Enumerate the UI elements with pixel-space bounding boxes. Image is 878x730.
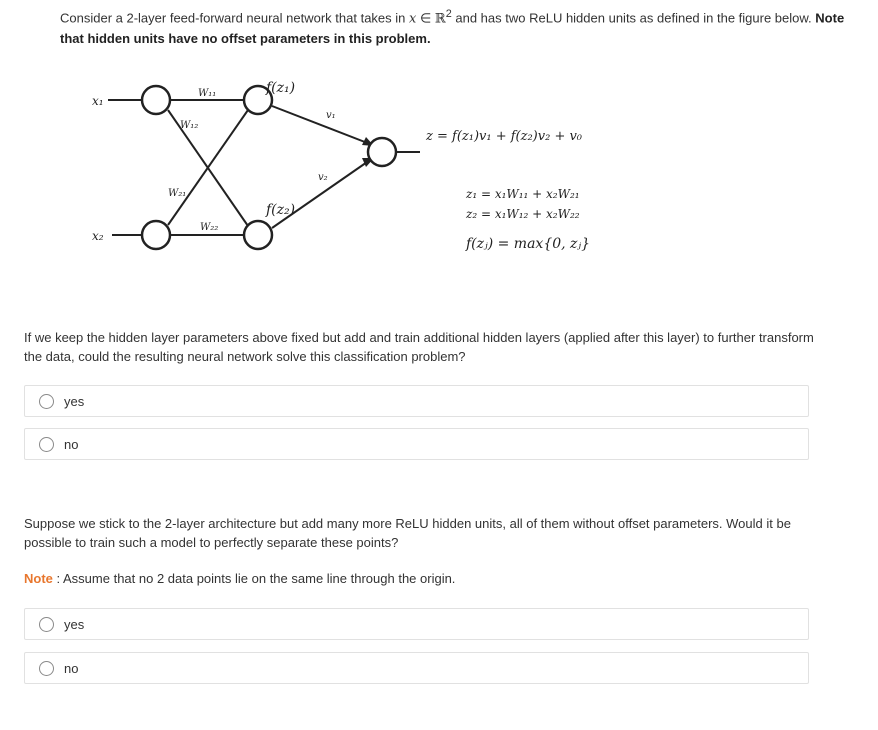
question-1-text: If we keep the hidden layer parameters above fixed but add and train additional hidden layers (applied after this layer) to further transform the data, could the resulting neural network solve this classification problem?: [24, 330, 814, 364]
intro-bold-note: Note that hidden units have no offset parameters in this problem.: [60, 10, 845, 47]
note-text: : Assume that no 2 data points lie on the same line through the origin.: [52, 571, 456, 586]
node-input-1: [142, 86, 170, 114]
math-reals: ℝ: [434, 11, 446, 27]
label-fz2: f(z₂): [266, 202, 296, 218]
question-2-text: Suppose we stick to the 2-layer architecture but add many more ReLU hidden units, all of them without offset parameters. Would it be possible to train such a model to perfectly separate these points?: [24, 516, 791, 550]
option-label: yes: [64, 393, 85, 409]
problem-intro: [60, 4, 850, 49]
network-diagram: [80, 68, 640, 268]
math-element-of: ∈: [416, 10, 435, 26]
q1-option-yes[interactable]: [24, 385, 809, 417]
label-w21: W₂₁: [168, 188, 187, 199]
equation-relu: f(zⱼ) = max{0, zⱼ}: [466, 236, 591, 252]
equation-z2: z₂ = x₁W₁₂ + x₂W₂₂: [466, 207, 580, 221]
equation-z1: z₁ = x₁W₁₁ + x₂W₂₁: [466, 187, 580, 201]
label-fz1: f(z₁): [266, 80, 296, 96]
node-hidden-2: [244, 221, 272, 249]
intro-text-end: and has two ReLU hidden units as defined in the figure below.: [451, 10, 816, 26]
option-label: no: [64, 436, 79, 452]
label-v1: v₁: [326, 110, 336, 121]
edge-v1: [272, 106, 370, 144]
intro-text-start: Consider a 2-layer feed-forward neural network that takes in: [60, 10, 410, 26]
option-label: yes: [64, 616, 85, 632]
label-x1: x₁: [92, 94, 104, 108]
option-label: no: [64, 660, 79, 676]
radio-button-icon[interactable]: [39, 617, 54, 632]
label-w11: W₁₁: [198, 88, 217, 99]
radio-button-icon[interactable]: [39, 661, 54, 676]
label-w22: W₂₂: [200, 222, 219, 233]
equation-output: z = f(z₁)v₁ + f(z₂)v₂ + v₀: [426, 129, 583, 144]
note-label: Note: [24, 571, 53, 586]
node-input-2: [142, 221, 170, 249]
radio-button-icon[interactable]: [39, 394, 54, 409]
math-superscript: 2: [445, 8, 452, 20]
label-v2: v₂: [318, 172, 328, 183]
question-2-note: [24, 571, 455, 586]
q1-option-no[interactable]: [24, 428, 809, 460]
q2-option-no[interactable]: [24, 652, 809, 684]
label-x2: x₂: [92, 229, 104, 243]
node-output: [368, 138, 396, 166]
q2-option-yes[interactable]: [24, 608, 809, 640]
math-x: x: [409, 11, 417, 27]
label-w12: W₁₂: [180, 120, 199, 131]
radio-button-icon[interactable]: [39, 437, 54, 452]
